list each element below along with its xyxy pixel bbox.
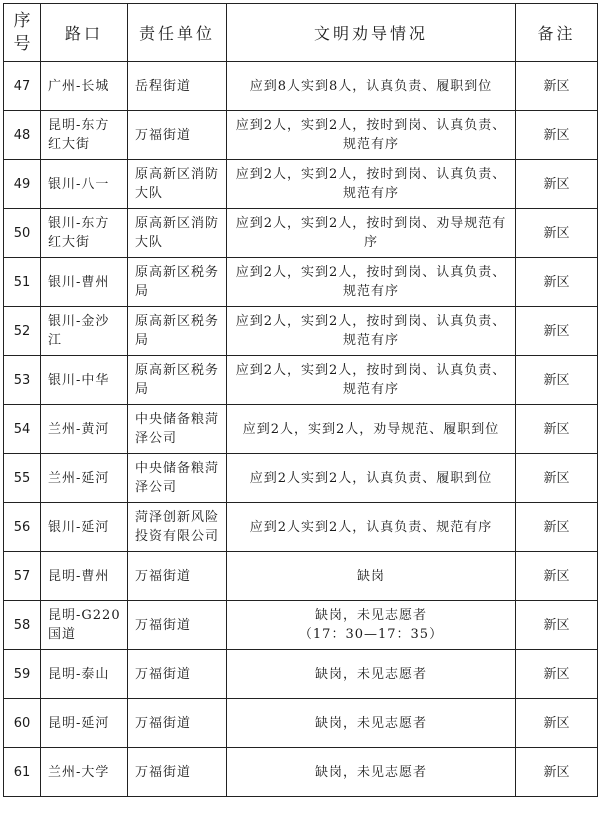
row-remarks: 新区 — [516, 552, 598, 601]
table-row — [4, 356, 598, 405]
row-persuasion-status: 应到2人实到2人，认真负责、履职到位 — [227, 454, 516, 503]
header-serial-number: 序号 — [4, 4, 41, 62]
row-persuasion-status: 应到2人，实到2人，按时到岗、劝导规范有序 — [227, 209, 516, 258]
row-serial-number: 54 — [4, 405, 41, 454]
status-text: 缺岗，未见志愿者 — [314, 608, 427, 623]
row-responsible-unit: 原高新区消防大队 — [128, 160, 227, 209]
table-row — [4, 699, 598, 748]
row-persuasion-status — [227, 601, 516, 650]
header-responsible-unit: 责任单位 — [128, 4, 227, 62]
row-serial-number: 60 — [4, 699, 41, 748]
header-persuasion-status: 文明劝导情况 — [227, 4, 516, 62]
table-row — [4, 748, 598, 797]
row-persuasion-status: 缺岗，未见志愿者 — [227, 699, 516, 748]
row-persuasion-status: 应到2人实到2人，认真负责、规范有序 — [227, 503, 516, 552]
row-responsible-unit: 万福街道 — [128, 601, 227, 650]
row-intersection: 银川-中华 — [41, 356, 128, 405]
row-serial-number: 49 — [4, 160, 41, 209]
row-intersection: 银川-曹州 — [41, 258, 128, 307]
row-intersection: 昆明-G220国道 — [41, 601, 128, 650]
row-remarks: 新区 — [516, 503, 598, 552]
row-serial-number: 61 — [4, 748, 41, 797]
row-persuasion-status: 缺岗 — [227, 552, 516, 601]
table-row — [4, 601, 598, 650]
row-serial-number: 56 — [4, 503, 41, 552]
row-responsible-unit: 原高新区税务局 — [128, 307, 227, 356]
row-intersection: 兰州-延河 — [41, 454, 128, 503]
row-persuasion-status: 应到8人实到8人，认真负责、履职到位 — [227, 62, 516, 111]
row-remarks: 新区 — [516, 356, 598, 405]
table-row — [4, 552, 598, 601]
table-row — [4, 160, 598, 209]
row-intersection: 昆明-曹州 — [41, 552, 128, 601]
row-persuasion-status: 应到2人，实到2人，按时到岗、认真负责、规范有序 — [227, 356, 516, 405]
row-remarks: 新区 — [516, 307, 598, 356]
row-intersection: 广州-长城 — [41, 62, 128, 111]
table-row — [4, 62, 598, 111]
row-remarks: 新区 — [516, 405, 598, 454]
row-intersection: 兰州-大学 — [41, 748, 128, 797]
row-responsible-unit: 中央储备粮菏泽公司 — [128, 405, 227, 454]
row-intersection: 兰州-黄河 — [41, 405, 128, 454]
table-row — [4, 650, 598, 699]
row-responsible-unit: 万福街道 — [128, 650, 227, 699]
row-persuasion-status: 应到2人，实到2人，劝导规范、履职到位 — [227, 405, 516, 454]
table-row — [4, 503, 598, 552]
table-row — [4, 405, 598, 454]
volunteer-inspection-table — [3, 3, 598, 797]
table-row — [4, 258, 598, 307]
row-intersection: 银川-八一 — [41, 160, 128, 209]
row-persuasion-status: 应到2人，实到2人，按时到岗、认真负责、规范有序 — [227, 160, 516, 209]
row-responsible-unit: 岳程街道 — [128, 62, 227, 111]
row-intersection: 银川-延河 — [41, 503, 128, 552]
row-persuasion-status: 应到2人，实到2人，按时到岗、认真负责、规范有序 — [227, 111, 516, 160]
table-row — [4, 307, 598, 356]
header-intersection: 路口 — [41, 4, 128, 62]
row-remarks: 新区 — [516, 650, 598, 699]
row-serial-number: 52 — [4, 307, 41, 356]
row-persuasion-status: 应到2人，实到2人，按时到岗、认真负责、规范有序 — [227, 258, 516, 307]
row-serial-number: 47 — [4, 62, 41, 111]
row-serial-number: 57 — [4, 552, 41, 601]
row-responsible-unit: 原高新区消防大队 — [128, 209, 227, 258]
row-remarks: 新区 — [516, 160, 598, 209]
time-range-text: （17：30—17：35） — [298, 627, 444, 642]
row-intersection: 银川-东方红大街 — [41, 209, 128, 258]
row-serial-number: 59 — [4, 650, 41, 699]
row-serial-number: 48 — [4, 111, 41, 160]
table-row — [4, 111, 598, 160]
row-remarks: 新区 — [516, 209, 598, 258]
row-intersection: 银川-金沙江 — [41, 307, 128, 356]
row-serial-number: 50 — [4, 209, 41, 258]
row-responsible-unit: 万福街道 — [128, 748, 227, 797]
row-remarks: 新区 — [516, 699, 598, 748]
row-intersection: 昆明-延河 — [41, 699, 128, 748]
row-persuasion-status: 缺岗，未见志愿者 — [227, 650, 516, 699]
header-remarks: 备注 — [516, 4, 598, 62]
row-serial-number: 51 — [4, 258, 41, 307]
row-responsible-unit: 万福街道 — [128, 111, 227, 160]
row-responsible-unit: 原高新区税务局 — [128, 258, 227, 307]
row-remarks: 新区 — [516, 748, 598, 797]
row-serial-number: 53 — [4, 356, 41, 405]
row-remarks: 新区 — [516, 258, 598, 307]
row-persuasion-status: 应到2人，实到2人，按时到岗、认真负责、规范有序 — [227, 307, 516, 356]
row-responsible-unit: 万福街道 — [128, 699, 227, 748]
table-row — [4, 209, 598, 258]
row-remarks: 新区 — [516, 62, 598, 111]
row-intersection: 昆明-泰山 — [41, 650, 128, 699]
row-serial-number: 55 — [4, 454, 41, 503]
row-serial-number: 58 — [4, 601, 41, 650]
row-remarks: 新区 — [516, 601, 598, 650]
row-responsible-unit: 原高新区税务局 — [128, 356, 227, 405]
row-intersection: 昆明-东方红大街 — [41, 111, 128, 160]
row-persuasion-status: 缺岗，未见志愿者 — [227, 748, 516, 797]
row-responsible-unit: 中央储备粮菏泽公司 — [128, 454, 227, 503]
table-header-row — [4, 4, 598, 62]
table-row — [4, 454, 598, 503]
row-remarks: 新区 — [516, 111, 598, 160]
row-remarks: 新区 — [516, 454, 598, 503]
row-responsible-unit: 菏泽创新风险投资有限公司 — [128, 503, 227, 552]
row-responsible-unit: 万福街道 — [128, 552, 227, 601]
